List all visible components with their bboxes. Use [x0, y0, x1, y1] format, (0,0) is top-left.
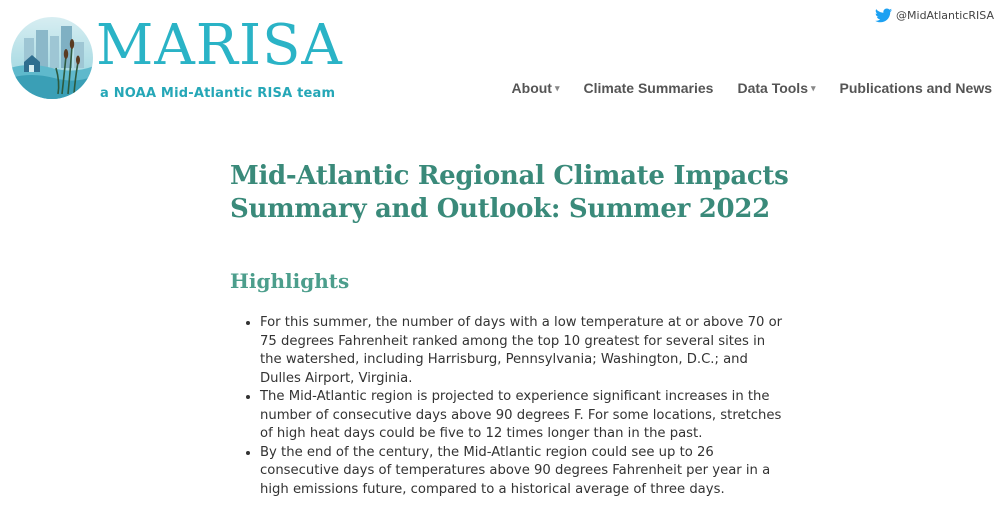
- page-title-line2: Summary and Outlook: Summer 2022: [230, 194, 770, 224]
- twitter-link[interactable]: [875, 8, 994, 23]
- twitter-icon: [875, 8, 892, 23]
- main-nav: [512, 80, 992, 96]
- highlights-list: [230, 314, 790, 499]
- nav-label: Data Tools: [737, 80, 808, 96]
- logo-wordmark: MARISA: [96, 13, 343, 78]
- caret-down-icon: ▾: [554, 83, 560, 93]
- highlights-heading: Highlights: [230, 269, 350, 293]
- nav-item-about[interactable]: [512, 80, 560, 96]
- nav-item-climate-summaries[interactable]: [584, 80, 714, 96]
- site-header: [0, 0, 1008, 130]
- skyline-marsh-logo-icon: [10, 16, 94, 100]
- main-content: [230, 160, 790, 499]
- caret-down-icon: ▾: [810, 83, 816, 93]
- page-title-line1: Mid-Atlantic Regional Climate Impacts: [230, 161, 789, 191]
- nav-label: Publications and News: [839, 80, 992, 96]
- list-item: • For this summer, the number of days with a low temperature at or above 70 or 75 degrees Fahrenheit ranked among the top 10 greatest for several sites in the watershed, including Harrisburg, Pennsylvania; Washington, D.C.; and Dulles Airport, Virginia.: [260, 314, 790, 388]
- list-item: • By the end of the century, the Mid-Atlantic region could see up to 26 consecutive days of temperatures above 90 degrees Fahrenheit per year in a high emissions future, compared to a historical average of three days.: [260, 444, 790, 500]
- page-title: [230, 160, 790, 226]
- list-item: • The Mid-Atlantic region is projected to experience significant increases in the number of consecutive days above 90 degrees F. For some locations, stretches of high heat days could be five to 12 times longer than in the past.: [260, 388, 790, 444]
- nav-item-publications-and-news[interactable]: [840, 80, 992, 96]
- nav-item-data-tools[interactable]: [737, 80, 815, 96]
- nav-label: About: [511, 80, 552, 96]
- site-logo-link[interactable]: [10, 13, 355, 106]
- twitter-handle: @MidAtlanticRISA: [896, 9, 994, 22]
- nav-label: Climate Summaries: [583, 80, 714, 96]
- logo-tagline: a NOAA Mid-Atlantic RISA team: [100, 86, 336, 101]
